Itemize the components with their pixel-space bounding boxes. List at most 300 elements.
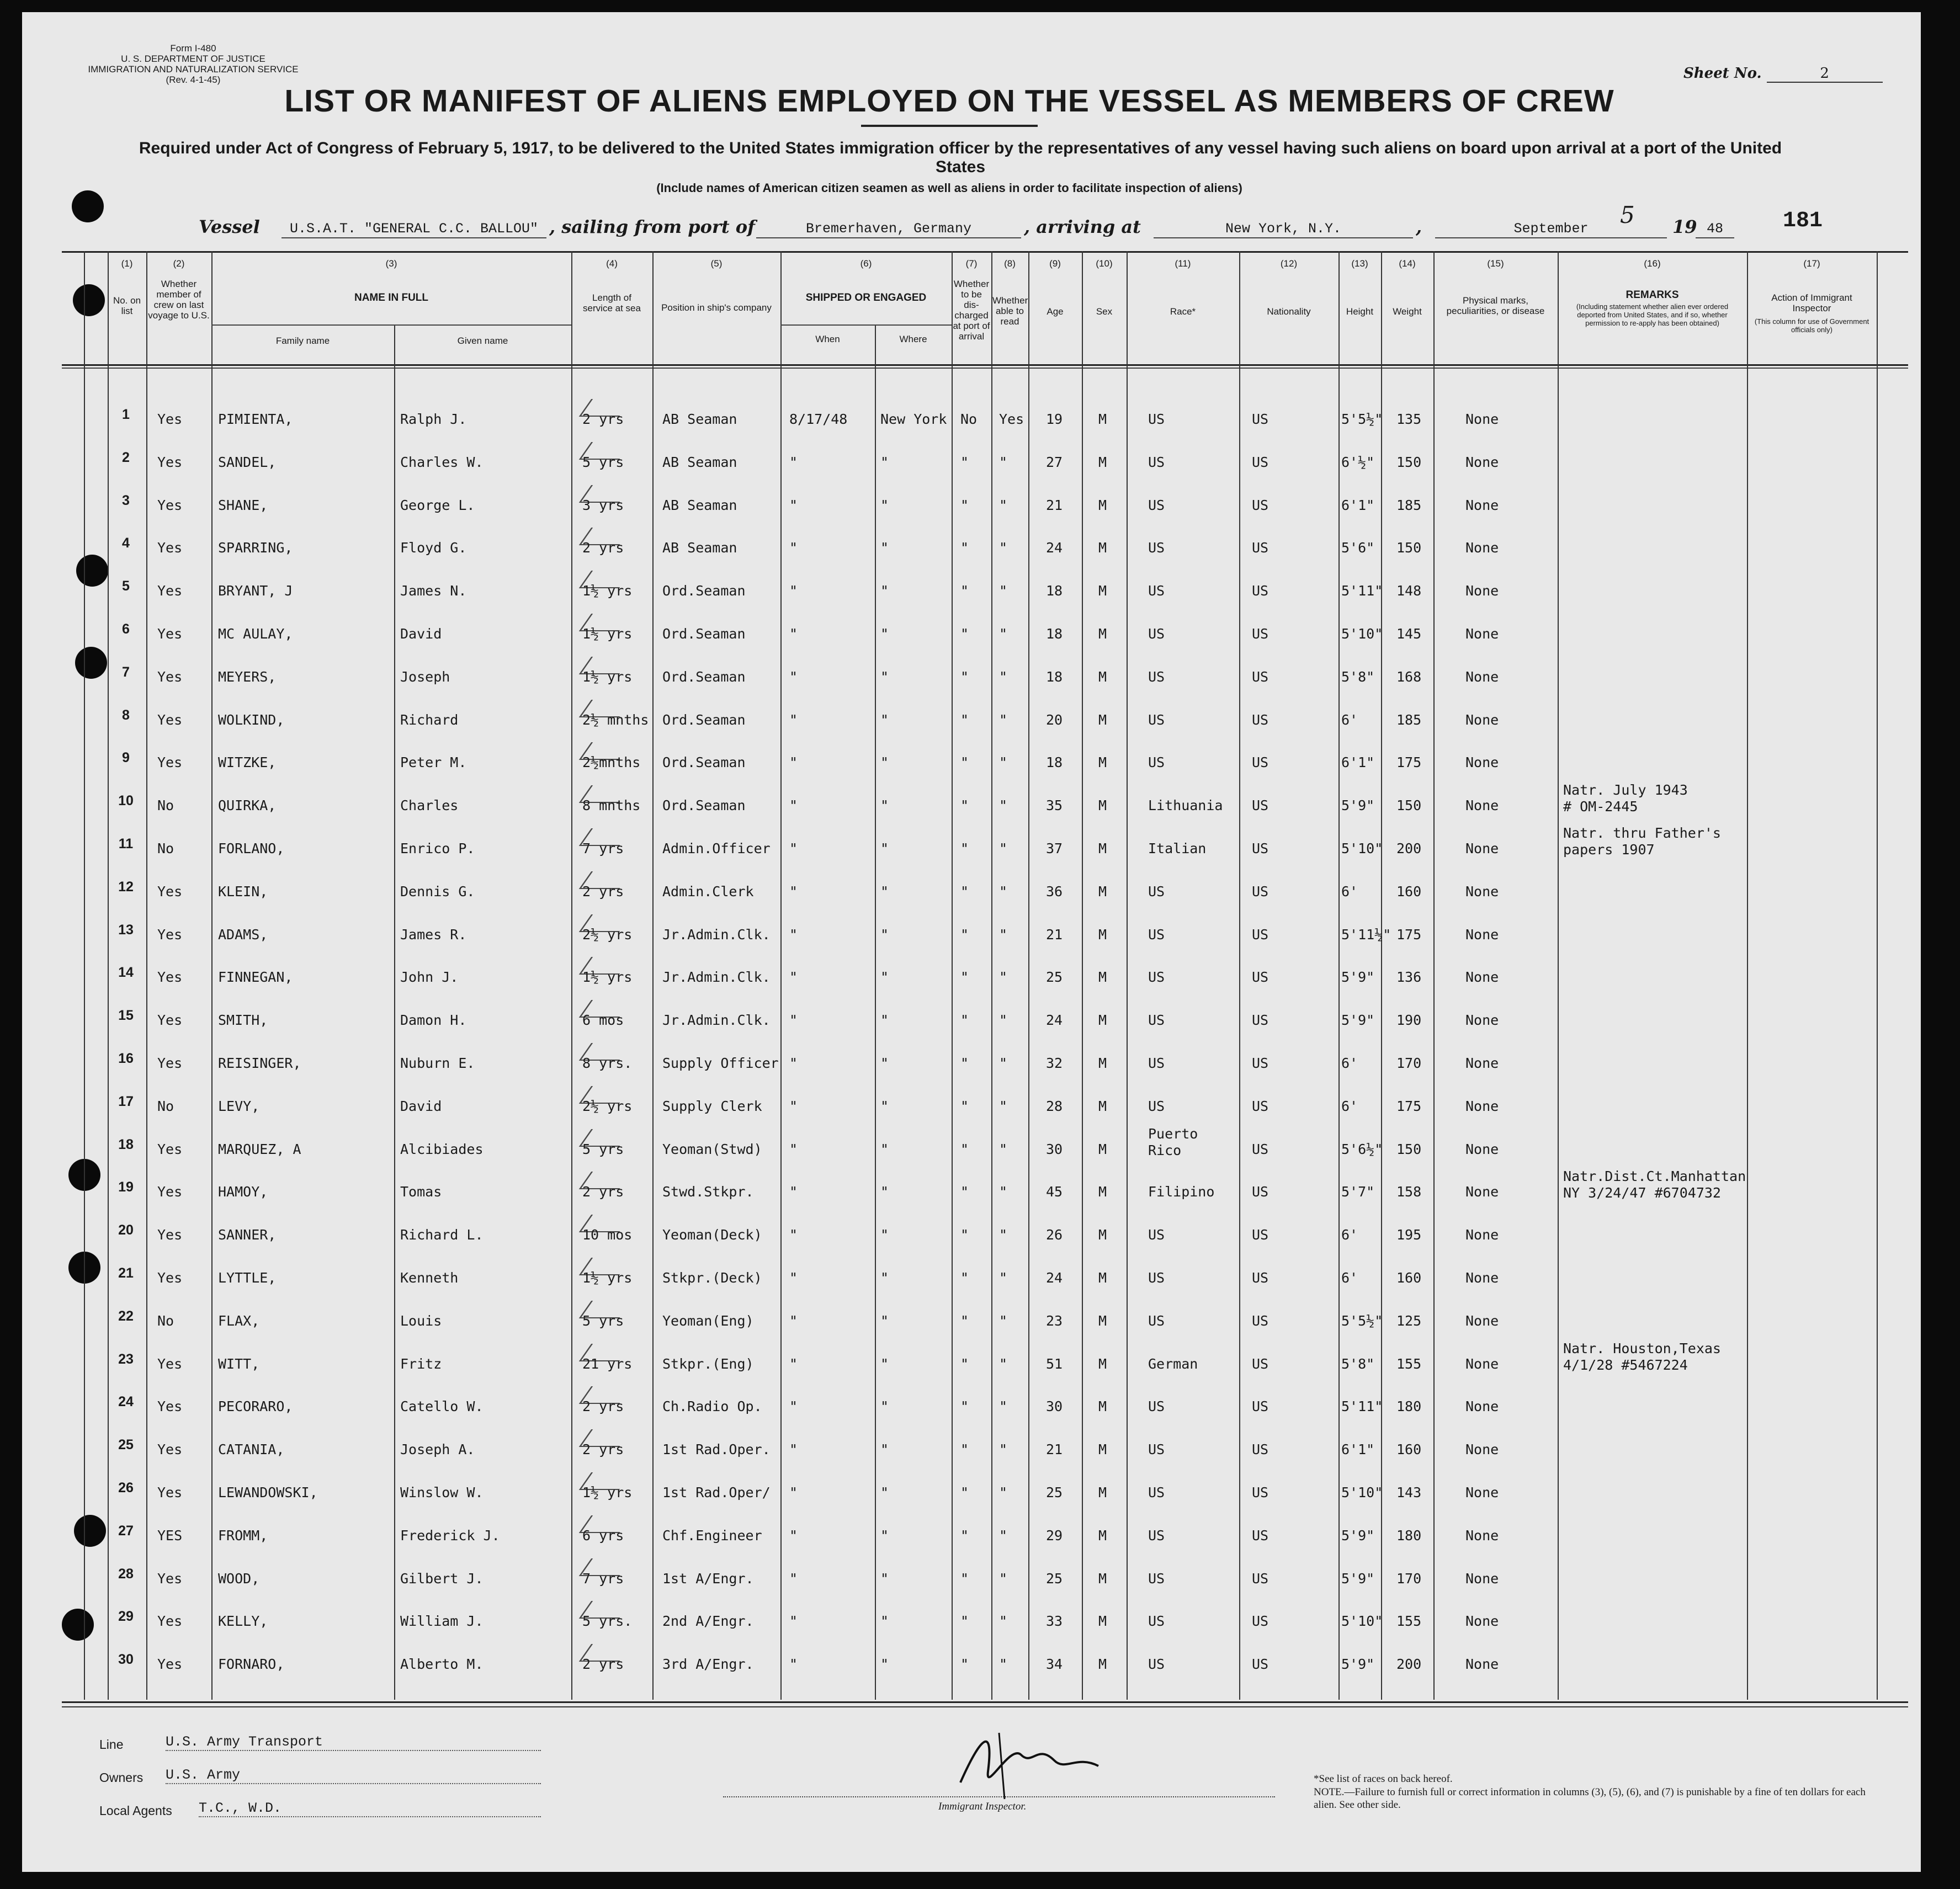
given-name-cell: John J.	[400, 969, 459, 986]
col-number: (1)	[121, 258, 133, 269]
sex-cell: M	[1098, 1484, 1107, 1500]
discharged-cell: "	[960, 583, 969, 599]
port-from: Bremerhaven, Germany	[756, 221, 1021, 238]
col-number: (6)	[860, 258, 872, 269]
position-cell: Ch.Radio Op.	[662, 1398, 762, 1415]
discharged-cell: "	[960, 1484, 969, 1500]
height-cell: 5'10"	[1341, 1484, 1383, 1500]
nationality-cell: US	[1252, 1227, 1269, 1243]
position-cell: Supply Clerk	[662, 1098, 762, 1114]
agents-value: T.C., W.D.	[199, 1800, 541, 1817]
height-cell: 6'1"	[1341, 1441, 1375, 1458]
service-cell: 2 yrs	[582, 1398, 624, 1415]
row-number: 4	[122, 535, 130, 551]
member-cell: Yes	[157, 1184, 183, 1200]
race-cell: US	[1148, 668, 1165, 685]
race-cell: US	[1148, 540, 1165, 556]
family-name-cell: LYTTLE,	[218, 1270, 277, 1286]
line-label: Line	[99, 1737, 124, 1752]
service-cell: 7 yrs	[582, 840, 624, 856]
position-cell: AB Seaman	[662, 454, 737, 470]
position-cell: 1st A/Engr.	[662, 1570, 754, 1587]
weight-cell: 145	[1396, 626, 1422, 642]
where-cell: "	[880, 754, 889, 771]
position-cell: Jr.Admin.Clk.	[662, 1012, 771, 1029]
header-sex: Sex	[1096, 306, 1113, 317]
height-cell: 6'	[1341, 711, 1358, 728]
age-cell: 45	[1046, 1184, 1063, 1200]
where-cell: "	[880, 1141, 889, 1157]
header-remarks-note: (Including statement whether alien ever ordered deported from United States, and if so, whether permission to re-apply has been obtained)	[1576, 302, 1729, 327]
position-cell: Supply Officer	[662, 1055, 779, 1071]
where-cell: "	[880, 668, 889, 685]
discharged-cell: "	[960, 1055, 969, 1071]
weight-cell: 175	[1396, 754, 1422, 771]
where-cell: "	[880, 1355, 889, 1372]
when-cell: "	[789, 583, 798, 599]
col-number: (5)	[710, 258, 723, 269]
given-name-cell: Frederick J.	[400, 1527, 500, 1544]
where-cell: "	[880, 1484, 889, 1500]
age-cell: 24	[1046, 1270, 1063, 1286]
weight-cell: 155	[1396, 1613, 1422, 1630]
able-read-cell: "	[999, 626, 1008, 642]
physical-cell: None	[1465, 1270, 1499, 1286]
position-cell: Stwd.Stkpr.	[662, 1184, 754, 1200]
age-cell: 20	[1046, 711, 1063, 728]
height-cell: 6'1"	[1341, 754, 1375, 771]
col-number: (3)	[385, 258, 397, 269]
arrival-day: 5	[1620, 201, 1635, 228]
age-cell: 30	[1046, 1398, 1063, 1415]
race-cell: US	[1148, 411, 1165, 427]
service-cell: 2½mnths	[582, 754, 641, 771]
able-read-cell: "	[999, 797, 1008, 814]
row-number: 10	[118, 793, 134, 809]
arriving-label: , arriving at	[1024, 216, 1141, 237]
discharged-cell: "	[960, 668, 969, 685]
row-number: 17	[118, 1093, 134, 1109]
where-cell: "	[880, 711, 889, 728]
header-nationality: Nationality	[1267, 306, 1311, 317]
position-cell: Stkpr.(Deck)	[662, 1270, 762, 1286]
physical-cell: None	[1465, 711, 1499, 728]
col-number: (11)	[1175, 258, 1191, 269]
col-number: (15)	[1487, 258, 1504, 269]
nationality-cell: US	[1252, 1484, 1269, 1500]
race-cell: US	[1148, 1570, 1165, 1587]
able-read-cell: "	[999, 1270, 1008, 1286]
age-cell: 18	[1046, 668, 1063, 685]
service-cell: 2 yrs	[582, 1656, 624, 1673]
row-number: 14	[118, 965, 134, 981]
race-cell: US	[1148, 883, 1165, 900]
position-cell: Ord.Seaman	[662, 754, 746, 771]
nationality-cell: US	[1252, 1055, 1269, 1071]
nationality-cell: US	[1252, 1355, 1269, 1372]
given-name-cell: James N.	[400, 583, 467, 599]
service-cell: 2½ yrs	[582, 926, 633, 943]
weight-cell: 135	[1396, 411, 1422, 427]
nationality-cell: US	[1252, 883, 1269, 900]
when-cell: "	[789, 1312, 798, 1329]
sex-cell: M	[1098, 668, 1107, 685]
header-family-name: Family name	[275, 336, 330, 346]
header-shipped-engaged: SHIPPED OR ENGAGED	[805, 292, 927, 304]
sex-cell: M	[1098, 626, 1107, 642]
given-name-cell: Gilbert J.	[400, 1570, 484, 1587]
header-name-in-full: NAME IN FULL	[354, 292, 429, 304]
able-read-cell: "	[999, 754, 1008, 771]
able-read-cell: "	[999, 883, 1008, 900]
discharged-cell: "	[960, 1270, 969, 1286]
given-name-cell: Tomas	[400, 1184, 442, 1200]
remarks-cell: Natr.Dist.Ct.Manhattan NY 3/24/47 #6704732	[1563, 1168, 1746, 1201]
discharged-cell: "	[960, 840, 969, 856]
member-cell: Yes	[157, 1484, 183, 1500]
weight-cell: 150	[1396, 540, 1422, 556]
col-number: (13)	[1351, 258, 1368, 269]
family-name-cell: SPARRING,	[218, 540, 293, 556]
weight-cell: 150	[1396, 454, 1422, 470]
given-name-cell: Winslow W.	[400, 1484, 484, 1500]
physical-cell: None	[1465, 454, 1499, 470]
sex-cell: M	[1098, 1098, 1107, 1114]
when-cell: "	[789, 1613, 798, 1630]
row-number: 21	[118, 1265, 134, 1281]
age-cell: 21	[1046, 926, 1063, 943]
row-number: 26	[118, 1480, 134, 1496]
title-underline	[861, 125, 1038, 127]
nationality-cell: US	[1252, 1527, 1269, 1544]
age-cell: 21	[1046, 1441, 1063, 1458]
service-cell: 2 yrs	[582, 1441, 624, 1458]
when-cell: "	[789, 840, 798, 856]
header-when: When	[815, 334, 840, 344]
sex-cell: M	[1098, 1441, 1107, 1458]
member-cell: Yes	[157, 1055, 183, 1071]
family-name-cell: HAMOY,	[218, 1184, 268, 1200]
physical-cell: None	[1465, 1398, 1499, 1415]
physical-cell: None	[1465, 1227, 1499, 1243]
row-number: 13	[118, 922, 134, 938]
header-discharged: Whether to be dis-charged at port of arrival	[953, 279, 990, 342]
weight-cell: 200	[1396, 1656, 1422, 1673]
age-cell: 29	[1046, 1527, 1063, 1544]
service-cell: 6 yrs	[582, 1527, 624, 1544]
header-race: Race*	[1170, 306, 1196, 317]
row-number: 11	[118, 836, 134, 852]
remarks-cell: Natr. thru Father's papers 1907	[1563, 825, 1721, 858]
height-cell: 6'½"	[1341, 454, 1375, 470]
family-name-cell: PIMIENTA,	[218, 411, 293, 427]
owners-label: Owners	[99, 1770, 144, 1785]
sailing-label: , sailing from port of	[549, 216, 755, 237]
weight-cell: 180	[1396, 1398, 1422, 1415]
race-cell: US	[1148, 1312, 1165, 1329]
race-cell: US	[1148, 1613, 1165, 1630]
row-number: 6	[122, 621, 130, 637]
discharged-cell: "	[960, 626, 969, 642]
service-cell: 6 mos	[582, 1012, 624, 1029]
nationality-cell: US	[1252, 797, 1269, 814]
sheet-number	[1683, 65, 1883, 83]
age-cell: 24	[1046, 540, 1063, 556]
where-cell: "	[880, 1055, 889, 1071]
header-weight: Weight	[1393, 306, 1422, 317]
row-number: 27	[118, 1523, 134, 1539]
weight-cell: 148	[1396, 583, 1422, 599]
position-cell: Ord.Seaman	[662, 668, 746, 685]
position-cell: Ord.Seaman	[662, 583, 746, 599]
service-cell: 1½ yrs	[582, 1270, 633, 1286]
weight-cell: 200	[1396, 840, 1422, 856]
race-cell: US	[1148, 754, 1165, 771]
race-cell: US	[1148, 497, 1165, 513]
sex-cell: M	[1098, 1055, 1107, 1071]
able-read-cell: "	[999, 1484, 1008, 1500]
height-cell: 5'9"	[1341, 969, 1375, 986]
position-cell: Jr.Admin.Clk.	[662, 926, 771, 943]
nationality-cell: US	[1252, 926, 1269, 943]
when-cell: "	[789, 1527, 798, 1544]
when-cell: "	[789, 1441, 798, 1458]
discharged-cell: "	[960, 969, 969, 986]
height-cell: 5'9"	[1341, 797, 1375, 814]
member-cell: Yes	[157, 1613, 183, 1630]
where-cell: "	[880, 1527, 889, 1544]
col-number: (10)	[1096, 258, 1113, 269]
sex-cell: M	[1098, 1184, 1107, 1200]
able-read-cell: "	[999, 1570, 1008, 1587]
height-cell: 5'9"	[1341, 1570, 1375, 1587]
member-cell: No	[157, 1312, 174, 1329]
header-no-on-list: No. on list	[113, 295, 141, 316]
row-number: 15	[118, 1008, 134, 1024]
when-cell: "	[789, 1184, 798, 1200]
when-cell: "	[789, 1098, 798, 1114]
sex-cell: M	[1098, 497, 1107, 513]
physical-cell: None	[1465, 1484, 1499, 1500]
physical-cell: None	[1465, 797, 1499, 814]
where-cell: "	[880, 540, 889, 556]
weight-cell: 175	[1396, 926, 1422, 943]
nationality-cell: US	[1252, 626, 1269, 642]
family-name-cell: ADAMS,	[218, 926, 268, 943]
race-cell: US	[1148, 1227, 1165, 1243]
service-cell: 2½ mnths	[582, 711, 649, 728]
given-name-cell: Damon H.	[400, 1012, 467, 1029]
given-name-cell: Louis	[400, 1312, 442, 1329]
position-cell: Jr.Admin.Clk.	[662, 969, 771, 986]
physical-cell: None	[1465, 583, 1499, 599]
able-read-cell: "	[999, 1312, 1008, 1329]
age-cell: 25	[1046, 969, 1063, 986]
row-number: 25	[118, 1437, 134, 1453]
family-name-cell: FORNARO,	[218, 1656, 285, 1673]
row-number: 3	[122, 492, 130, 508]
member-cell: Yes	[157, 1141, 183, 1157]
member-cell: No	[157, 840, 174, 856]
col-number: (12)	[1280, 258, 1298, 269]
able-read-cell: "	[999, 1656, 1008, 1673]
service-cell: 5 yrs	[582, 1312, 624, 1329]
height-cell: 5'5½"	[1341, 411, 1383, 427]
where-cell: "	[880, 1270, 889, 1286]
weight-cell: 125	[1396, 1312, 1422, 1329]
family-name-cell: FINNEGAN,	[218, 969, 293, 986]
age-cell: 28	[1046, 1098, 1063, 1114]
form-number: Form I-480	[170, 43, 216, 54]
able-read-cell: "	[999, 1055, 1008, 1071]
age-cell: 32	[1046, 1055, 1063, 1071]
when-cell: "	[789, 926, 798, 943]
physical-cell: None	[1465, 840, 1499, 856]
physical-cell: None	[1465, 1441, 1499, 1458]
row-number: 1	[122, 407, 130, 422]
discharged-cell: "	[960, 1441, 969, 1458]
sex-cell: M	[1098, 754, 1107, 771]
row-number: 23	[118, 1351, 134, 1367]
header-action-note: (This column for use of Government officials only)	[1754, 317, 1869, 334]
race-cell: US	[1148, 1398, 1165, 1415]
member-cell: Yes	[157, 754, 183, 771]
sex-cell: M	[1098, 583, 1107, 599]
where-cell: "	[880, 583, 889, 599]
where-cell: "	[880, 1012, 889, 1029]
row-number: 22	[118, 1308, 134, 1324]
nationality-cell: US	[1252, 1312, 1269, 1329]
nationality-cell: US	[1252, 1441, 1269, 1458]
discharged-cell: "	[960, 1613, 969, 1630]
nationality-cell: US	[1252, 969, 1269, 986]
age-cell: 36	[1046, 883, 1063, 900]
when-cell: "	[789, 1270, 798, 1286]
member-cell: No	[157, 797, 174, 814]
age-cell: 18	[1046, 583, 1063, 599]
row-number: 12	[118, 879, 134, 895]
when-cell: "	[789, 1355, 798, 1372]
when-cell: "	[789, 540, 798, 556]
race-cell: US	[1148, 1656, 1165, 1673]
race-cell: Filipino	[1148, 1184, 1215, 1200]
nationality-cell: US	[1252, 1398, 1269, 1415]
nationality-cell: US	[1252, 1613, 1269, 1630]
remarks-cell: Natr. July 1943 # OM-2445	[1563, 782, 1688, 815]
member-cell: Yes	[157, 711, 183, 728]
nationality-cell: US	[1252, 668, 1269, 685]
discharged-cell: "	[960, 1012, 969, 1029]
physical-cell: None	[1465, 969, 1499, 986]
age-cell: 30	[1046, 1141, 1063, 1157]
race-cell: US	[1148, 1012, 1165, 1029]
physical-cell: None	[1465, 540, 1499, 556]
sex-cell: M	[1098, 969, 1107, 986]
given-name-cell: Alberto M.	[400, 1656, 484, 1673]
service-cell: 21 yrs	[582, 1355, 633, 1372]
where-cell: New York	[880, 411, 947, 427]
race-cell: US	[1148, 454, 1165, 470]
when-cell: "	[789, 797, 798, 814]
sex-cell: M	[1098, 1398, 1107, 1415]
physical-cell: None	[1465, 1098, 1499, 1114]
nationality-cell: US	[1252, 1141, 1269, 1157]
race-cell: US	[1148, 626, 1165, 642]
able-read-cell: "	[999, 668, 1008, 685]
col-number: (9)	[1049, 258, 1061, 269]
line-value: U.S. Army Transport	[166, 1734, 541, 1751]
where-cell: "	[880, 1312, 889, 1329]
position-cell: Ord.Seaman	[662, 797, 746, 814]
discharged-cell: "	[960, 454, 969, 470]
member-cell: Yes	[157, 1398, 183, 1415]
discharged-cell: "	[960, 926, 969, 943]
physical-cell: None	[1465, 1656, 1499, 1673]
inspector-label: Immigrant Inspector.	[938, 1801, 1027, 1812]
sex-cell: M	[1098, 711, 1107, 728]
stamp-number: 181	[1783, 209, 1823, 233]
where-cell: "	[880, 840, 889, 856]
race-cell: Lithuania	[1148, 797, 1223, 814]
sex-cell: M	[1098, 1141, 1107, 1157]
where-cell: "	[880, 926, 889, 943]
member-cell: Yes	[157, 1656, 183, 1673]
height-cell: 6'	[1341, 1098, 1358, 1114]
row-number: 29	[118, 1609, 134, 1625]
nationality-cell: US	[1252, 840, 1269, 856]
agents-label: Local Agents	[99, 1803, 172, 1818]
given-name-cell: Charles	[400, 797, 459, 814]
row-number: 5	[122, 578, 130, 594]
position-cell: 2nd A/Engr.	[662, 1613, 754, 1630]
family-name-cell: FORLANO,	[218, 840, 285, 856]
discharged-cell: "	[960, 754, 969, 771]
service-cell: 5 yrs.	[582, 1613, 633, 1630]
race-cell: US	[1148, 1270, 1165, 1286]
member-cell: Yes	[157, 540, 183, 556]
header-position: Position in ship's company	[661, 302, 772, 313]
sex-cell: M	[1098, 926, 1107, 943]
when-cell: 8/17/48	[789, 411, 848, 427]
position-cell: Chf.Engineer	[662, 1527, 762, 1544]
family-name-cell: SMITH,	[218, 1012, 268, 1029]
sex-cell: M	[1098, 1227, 1107, 1243]
when-cell: "	[789, 1012, 798, 1029]
height-cell: 6'	[1341, 1227, 1358, 1243]
service-cell: 2 yrs	[582, 411, 624, 427]
sheet-number-value: 2	[1767, 65, 1883, 83]
position-cell: 1st Rad.Oper/	[662, 1484, 771, 1500]
row-number: 8	[122, 707, 130, 723]
height-cell: 5'11"	[1341, 583, 1383, 599]
discharged-cell: "	[960, 1570, 969, 1587]
family-name-cell: KLEIN,	[218, 883, 268, 900]
signature-line	[723, 1796, 1275, 1797]
age-cell: 21	[1046, 497, 1063, 513]
age-cell: 34	[1046, 1656, 1063, 1673]
discharged-cell: "	[960, 1398, 969, 1415]
race-cell: US	[1148, 583, 1165, 599]
header-where: Where	[899, 334, 927, 344]
port-to: New York, N.Y.	[1154, 221, 1413, 238]
nationality-cell: US	[1252, 454, 1269, 470]
nationality-cell: US	[1252, 540, 1269, 556]
race-cell: US	[1148, 1484, 1165, 1500]
header-physical: Physical marks, peculiarities, or disease	[1446, 295, 1545, 316]
nationality-cell: US	[1252, 1656, 1269, 1673]
position-cell: AB Seaman	[662, 411, 737, 427]
family-name-cell: KELLY,	[218, 1613, 268, 1630]
